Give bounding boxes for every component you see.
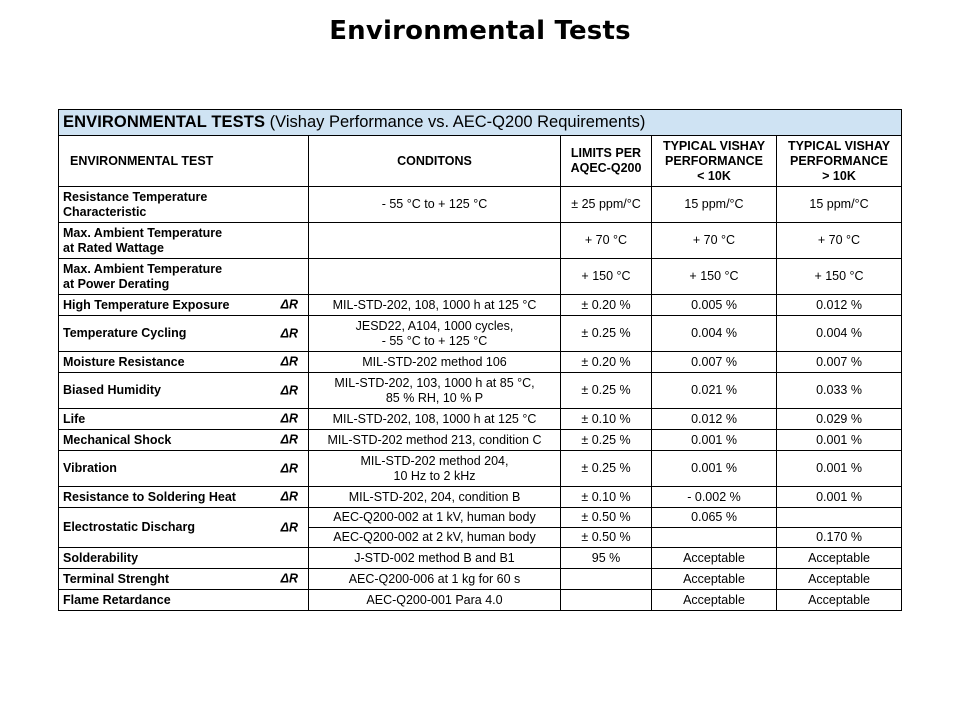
test-limit: ± 0.25 %	[561, 373, 652, 409]
delta-r-symbol: ΔR	[280, 411, 298, 426]
test-perf-high: + 150 °C	[777, 259, 902, 295]
delta-r-symbol: ΔR	[280, 571, 298, 586]
header-perf-high-line3: > 10K	[822, 168, 856, 183]
test-name: Mechanical Shock ΔR	[59, 430, 309, 451]
header-perf-low-line1: TYPICAL VISHAY	[662, 138, 766, 153]
test-perf-low: 0.001 %	[652, 430, 777, 451]
table-row	[59, 508, 902, 528]
test-limit	[561, 590, 652, 611]
test-conditions: AEC-Q200-006 at 1 kg for 60 s	[309, 569, 561, 590]
delta-r-symbol: ΔR	[280, 297, 298, 312]
table-row	[59, 451, 902, 487]
table-banner-row	[59, 110, 902, 136]
test-name: Resistance to Soldering Heat ΔR	[59, 487, 309, 508]
test-perf-high: 0.170 %	[777, 528, 902, 548]
table-row	[59, 187, 902, 223]
table-row	[59, 316, 902, 352]
table-row	[59, 487, 902, 508]
test-name: Max. Ambient Temperature at Rated Wattage	[59, 223, 309, 259]
test-conditions: MIL-STD-202, 204, condition B	[309, 487, 561, 508]
page-title: Environmental Tests	[329, 16, 631, 46]
test-perf-low: 0.065 %	[652, 508, 777, 528]
table-row	[59, 295, 902, 316]
test-limit: ± 0.20 %	[561, 295, 652, 316]
test-name: Terminal Strenght ΔR	[59, 569, 309, 590]
table-row	[59, 548, 902, 569]
test-perf-high: 0.001 %	[777, 487, 902, 508]
test-perf-low: 0.005 %	[652, 295, 777, 316]
test-perf-high: 0.001 %	[777, 430, 902, 451]
test-conditions: AEC-Q200-001 Para 4.0	[309, 590, 561, 611]
test-name: Solderability	[59, 548, 309, 569]
table-row	[59, 569, 902, 590]
test-perf-low: 0.004 %	[652, 316, 777, 352]
test-conditions: MIL-STD-202, 103, 1000 h at 85 °C, 85 % RH, 10 % P	[309, 373, 561, 409]
test-conditions: - 55 °C to + 125 °C	[309, 187, 561, 223]
banner-subtitle: (Vishay Performance vs. AEC-Q200 Requirements)	[269, 113, 646, 131]
environmental-tests-table	[58, 109, 902, 611]
test-perf-high: 0.033 %	[777, 373, 902, 409]
test-name: High Temperature Exposure ΔR	[59, 295, 309, 316]
test-perf-high: 0.012 %	[777, 295, 902, 316]
test-perf-low: + 70 °C	[652, 223, 777, 259]
delta-r-symbol: ΔR	[280, 432, 298, 447]
header-perf-low-line3: < 10K	[697, 168, 731, 183]
test-name: Temperature Cycling ΔR	[59, 316, 309, 352]
test-perf-low: 0.001 %	[652, 451, 777, 487]
test-limit: ± 25 ppm/°C	[561, 187, 652, 223]
test-perf-low: Acceptable	[652, 569, 777, 590]
test-name: Vibration ΔR	[59, 451, 309, 487]
test-conditions: AEC-Q200-002 at 1 kV, human body	[309, 508, 561, 528]
test-limit: ± 0.25 %	[561, 316, 652, 352]
delta-r-symbol: ΔR	[280, 461, 298, 475]
header-test: ENVIRONMENTAL TEST	[59, 136, 309, 187]
test-name: Moisture Resistance ΔR	[59, 352, 309, 373]
test-name: Biased Humidity ΔR	[59, 373, 309, 409]
table-row	[59, 223, 902, 259]
test-conditions: JESD22, A104, 1000 cycles, - 55 °C to + 125 °C	[309, 316, 561, 352]
test-perf-high: 0.029 %	[777, 409, 902, 430]
test-perf-high: 15 ppm/°C	[777, 187, 902, 223]
test-perf-high: 0.007 %	[777, 352, 902, 373]
header-perf-high-line1: TYPICAL VISHAY	[787, 138, 891, 153]
test-conditions: MIL-STD-202 method 204, 10 Hz to 2 kHz	[309, 451, 561, 487]
test-conditions: MIL-STD-202 method 213, condition C	[309, 430, 561, 451]
banner-title: ENVIRONMENTAL TESTS	[63, 113, 266, 131]
header-limits	[561, 136, 652, 187]
test-perf-high	[777, 508, 902, 528]
delta-r-symbol: ΔR	[280, 383, 298, 397]
test-limit: + 150 °C	[561, 259, 652, 295]
test-perf-low: 0.007 %	[652, 352, 777, 373]
test-perf-low: 0.021 %	[652, 373, 777, 409]
test-limit	[561, 569, 652, 590]
table-row	[59, 409, 902, 430]
table-row	[59, 259, 902, 295]
test-conditions: MIL-STD-202, 108, 1000 h at 125 °C	[309, 295, 561, 316]
test-name: Max. Ambient Temperature at Power Derating	[59, 259, 309, 295]
header-perf-high-line2: PERFORMANCE	[790, 153, 888, 168]
test-name: Flame Retardance	[59, 590, 309, 611]
test-limit: ± 0.50 %	[561, 508, 652, 528]
test-name: Electrostatic Discharg ΔR	[59, 508, 309, 548]
test-perf-low: 0.012 %	[652, 409, 777, 430]
test-perf-high: 0.001 %	[777, 451, 902, 487]
test-perf-low: + 150 °C	[652, 259, 777, 295]
test-perf-low: 15 ppm/°C	[652, 187, 777, 223]
test-perf-high: 0.004 %	[777, 316, 902, 352]
test-perf-high: Acceptable	[777, 548, 902, 569]
test-limit: ± 0.10 %	[561, 487, 652, 508]
header-conditions: CONDITONS	[309, 136, 561, 187]
header-row	[59, 136, 902, 187]
table-row	[59, 352, 902, 373]
delta-r-symbol: ΔR	[280, 489, 298, 504]
header-perf-low	[652, 136, 777, 187]
test-conditions	[309, 223, 561, 259]
test-limit: ± 0.25 %	[561, 451, 652, 487]
test-perf-high: Acceptable	[777, 569, 902, 590]
test-conditions: AEC-Q200-002 at 2 kV, human body	[309, 528, 561, 548]
test-conditions: MIL-STD-202, 108, 1000 h at 125 °C	[309, 409, 561, 430]
header-limits-line1: LIMITS PER	[570, 146, 642, 160]
test-conditions: J-STD-002 method B and B1	[309, 548, 561, 569]
test-perf-high: + 70 °C	[777, 223, 902, 259]
table-row	[59, 430, 902, 451]
delta-r-symbol: ΔR	[280, 520, 298, 534]
test-limit: ± 0.20 %	[561, 352, 652, 373]
table-row	[59, 373, 902, 409]
test-perf-low: - 0.002 %	[652, 487, 777, 508]
test-perf-high: Acceptable	[777, 590, 902, 611]
test-perf-low	[652, 528, 777, 548]
test-limit: ± 0.10 %	[561, 409, 652, 430]
table-banner	[59, 110, 902, 136]
delta-r-symbol: ΔR	[280, 326, 298, 340]
test-name: Life ΔR	[59, 409, 309, 430]
test-limit: ± 0.25 %	[561, 430, 652, 451]
test-perf-low: Acceptable	[652, 548, 777, 569]
test-perf-low: Acceptable	[652, 590, 777, 611]
header-perf-high	[777, 136, 902, 187]
header-limits-line2: AQEC-Q200	[570, 161, 642, 175]
delta-r-symbol: ΔR	[280, 354, 298, 369]
table-row	[59, 590, 902, 611]
header-perf-low-line2: PERFORMANCE	[665, 153, 763, 168]
test-limit: + 70 °C	[561, 223, 652, 259]
test-conditions: MIL-STD-202 method 106	[309, 352, 561, 373]
test-name: Resistance Temperature Characteristic	[59, 187, 309, 223]
test-limit: 95 %	[561, 548, 652, 569]
test-conditions	[309, 259, 561, 295]
test-limit: ± 0.50 %	[561, 528, 652, 548]
